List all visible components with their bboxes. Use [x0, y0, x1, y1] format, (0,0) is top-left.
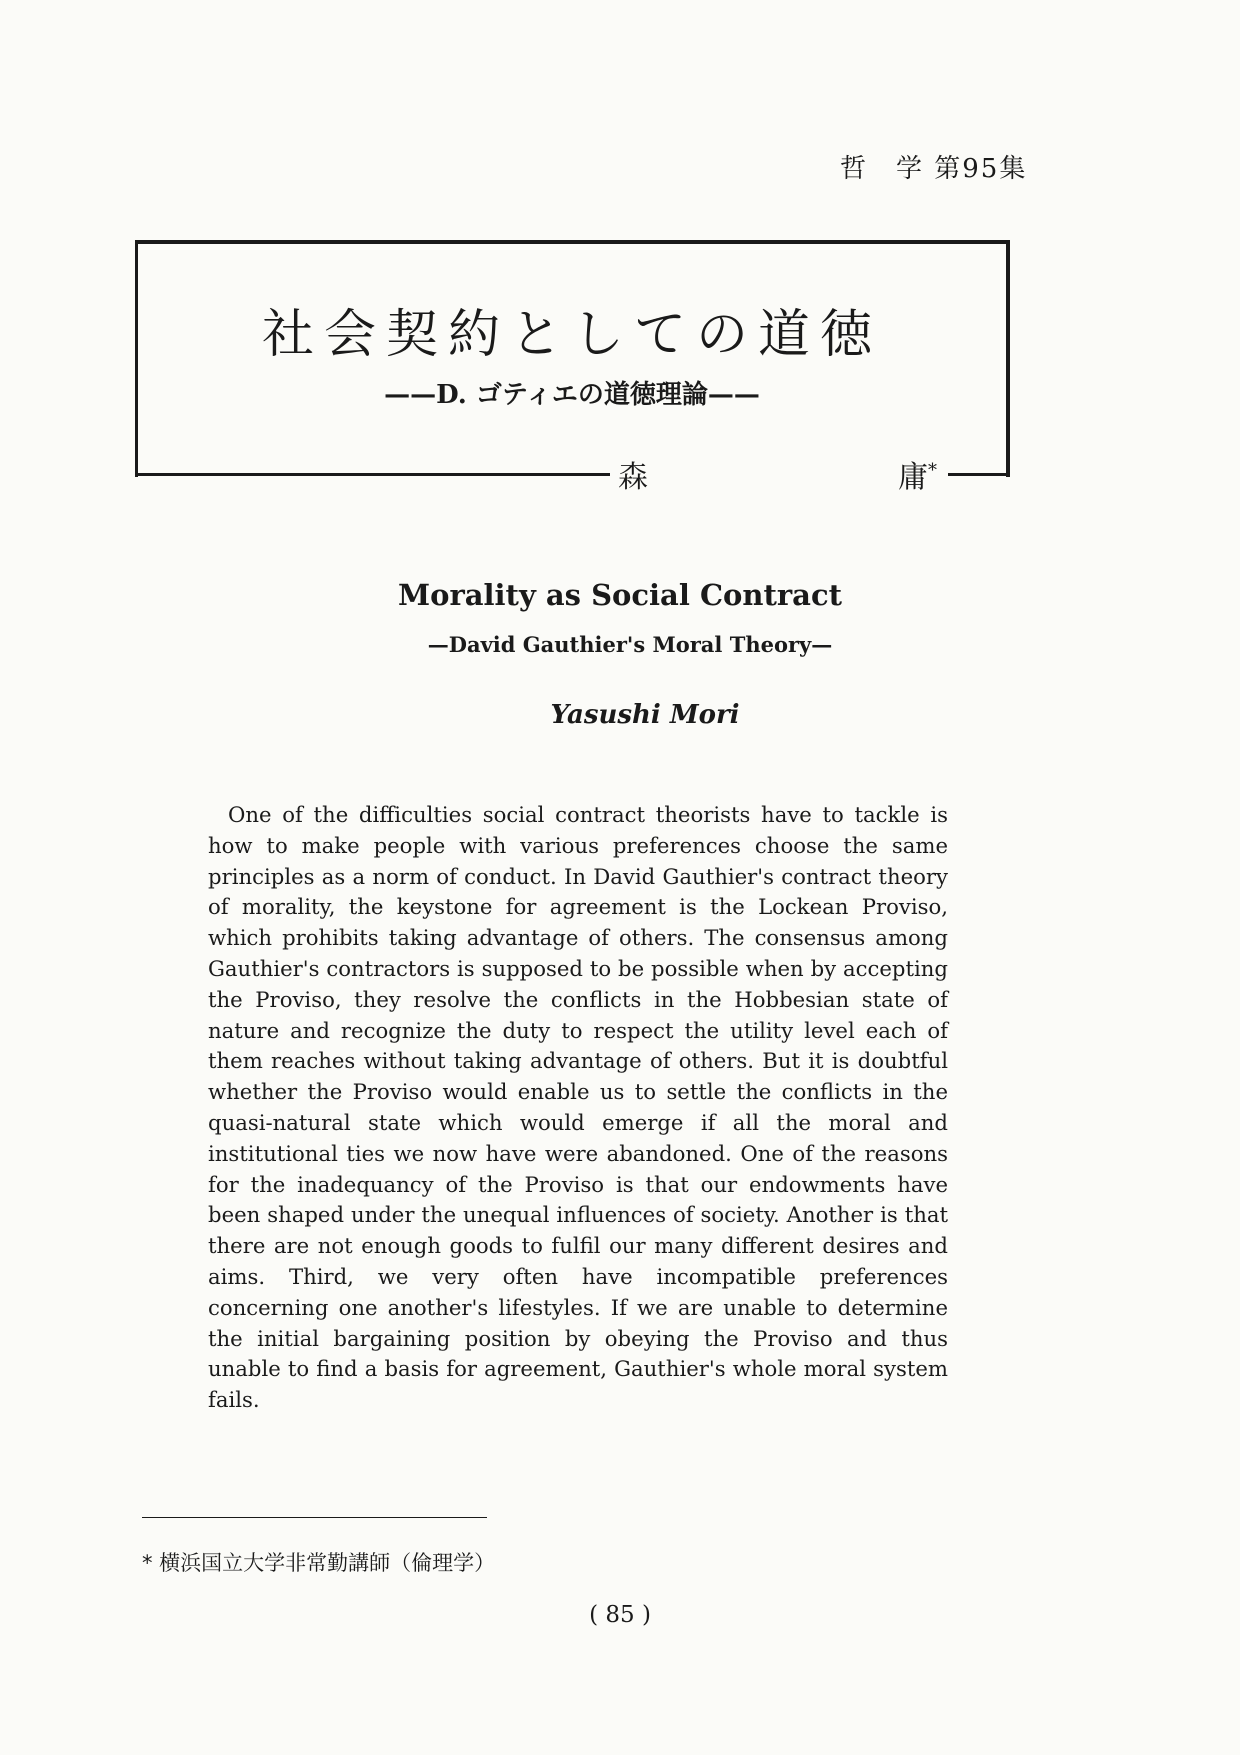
- footnote-rule: [142, 1517, 487, 1518]
- author-family-name-jp: 森: [618, 460, 648, 495]
- title-box: [135, 240, 1010, 477]
- japanese-subtitle: ——D. ゴティエの道徳理論——: [384, 380, 760, 410]
- title-box-rule-right: [948, 473, 1010, 476]
- author-affiliation-footnote: * 横浜国立大学非常勤講師（倫理学）: [142, 1551, 496, 1575]
- english-title: Morality as Social Contract: [398, 578, 842, 612]
- title-box-rule-left: [135, 473, 610, 476]
- author-given-name-text: 庸: [898, 460, 928, 495]
- abstract-paragraph: One of the difficulties social contract theorists have to tackle is how to make people with various preferences choose the same principles as a norm of conduct. In David Gauthier's contract theory of morality, the keystone for agreement is the Lockean Proviso, which prohibits taking advantage of others. The consensus among Gauthier's contractors is supposed to be possible when by accepting the Proviso, they resolve the conflicts in the Hobbesian state of nature and recognize the duty to respect the utility level each of them reaches without taking advantage of others. But it is doubtful whether the Proviso would enable us to settle the conflicts in the quasi-natural state which would emerge if all the moral and institutional ties we now have were abandoned. One of the reasons for the inadequancy of the Proviso is that our endowments have been shaped under the unequal influences of society. Another is that there are not enough goods to fulfil our many different desires and aims. Third, we very often have incompatible preferences concerning one another's lifestyles. If we are unable to determine the initial bargaining position by obeying the Proviso and thus unable to find a basis for agreement, Gauthier's whole moral system fails.: [208, 802, 948, 1413]
- japanese-title: 社会契約としての道徳: [261, 305, 882, 365]
- english-subtitle: —David Gauthier's Moral Theory—: [427, 632, 833, 657]
- author-given-name-jp: [898, 452, 937, 496]
- english-author: Yasushi Mori: [550, 700, 740, 730]
- footnote-marker: *: [928, 460, 937, 481]
- journal-header: 哲 学 第95集: [840, 154, 1028, 184]
- page-number: ( 85 ): [589, 1602, 651, 1628]
